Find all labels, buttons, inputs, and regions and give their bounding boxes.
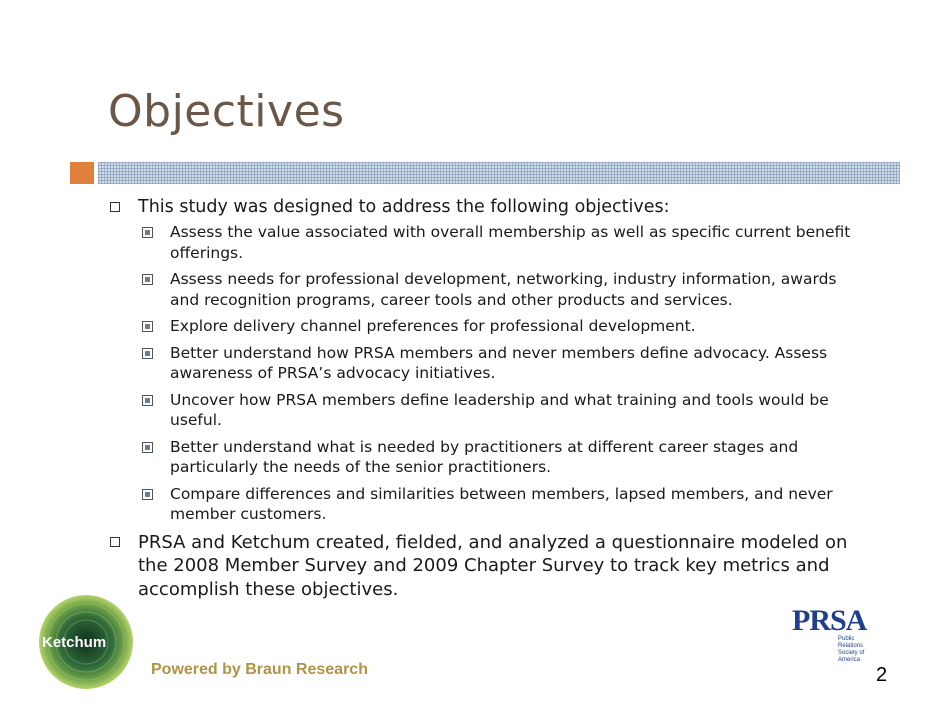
sub-bullet-text: Uncover how PRSA members define leadership and what training and tools would be useful. <box>170 390 829 429</box>
prsa-subtext-line: Relations <box>838 643 864 649</box>
page-number: 2 <box>876 664 888 686</box>
filled-square-bullet-icon <box>142 489 153 500</box>
prsa-logo-text: PRSA <box>792 604 867 637</box>
ketchum-logo-text: Ketchum <box>42 634 107 651</box>
filled-square-bullet-icon <box>142 274 153 285</box>
sub-bullet-text: Better understand how PRSA members and never members define advocacy. Assess awareness of PRSA’s advocacy initiatives. <box>170 343 828 382</box>
prsa-subtext-line: Society of <box>838 650 865 656</box>
slide-title: Objectives <box>108 86 345 137</box>
filled-square-bullet-icon <box>142 442 153 453</box>
sub-bullet <box>138 343 868 384</box>
prsa-subtext-line: America <box>838 657 861 663</box>
square-bullet-icon <box>110 202 120 212</box>
sub-bullet-text: Better understand what is needed by practitioners at different career stages and particularly the needs of the senior practitioners. <box>170 437 799 476</box>
sub-bullet-text: Compare differences and similarities between members, lapsed members, and never member customers. <box>170 484 833 523</box>
sub-list <box>138 222 868 525</box>
sub-bullet-text: Assess the value associated with overall membership as well as specific current benefit offerings. <box>170 223 851 262</box>
square-bullet-icon <box>110 537 120 547</box>
bullet-text: PRSA and Ketchum created, fielded, and analyzed a questionnaire modeled on the 2008 Member Survey and 2009 Chapter Survey to track key metrics and accomplish these objectives. <box>138 531 848 600</box>
filled-square-bullet-icon <box>142 321 153 332</box>
sub-bullet <box>138 269 868 310</box>
filled-square-bullet-icon <box>142 395 153 406</box>
sub-bullet-text: Assess needs for professional development, networking, industry information, awards and recognition programs, career tools and other products and services. <box>170 270 837 309</box>
filled-square-bullet-icon <box>142 227 153 238</box>
bullet-study-design <box>108 196 868 525</box>
bullet-text: This study was designed to address the following objectives: <box>138 197 670 217</box>
title-divider-bar <box>98 162 900 184</box>
powered-by-text: Powered by Braun Research <box>151 661 368 678</box>
prsa-logo <box>790 600 874 672</box>
objectives-list <box>108 196 868 605</box>
bullet-questionnaire <box>108 531 868 602</box>
prsa-subtext-line: Public <box>838 636 855 642</box>
title-accent-bar <box>70 162 94 184</box>
sub-bullet <box>138 390 868 431</box>
sub-bullet <box>138 484 868 525</box>
sub-bullet-text: Explore delivery channel preferences for professional development. <box>170 317 696 335</box>
filled-square-bullet-icon <box>142 348 153 359</box>
sub-bullet <box>138 316 868 337</box>
sub-bullet <box>138 437 868 478</box>
ketchum-logo <box>38 594 134 690</box>
sub-bullet <box>138 222 868 263</box>
